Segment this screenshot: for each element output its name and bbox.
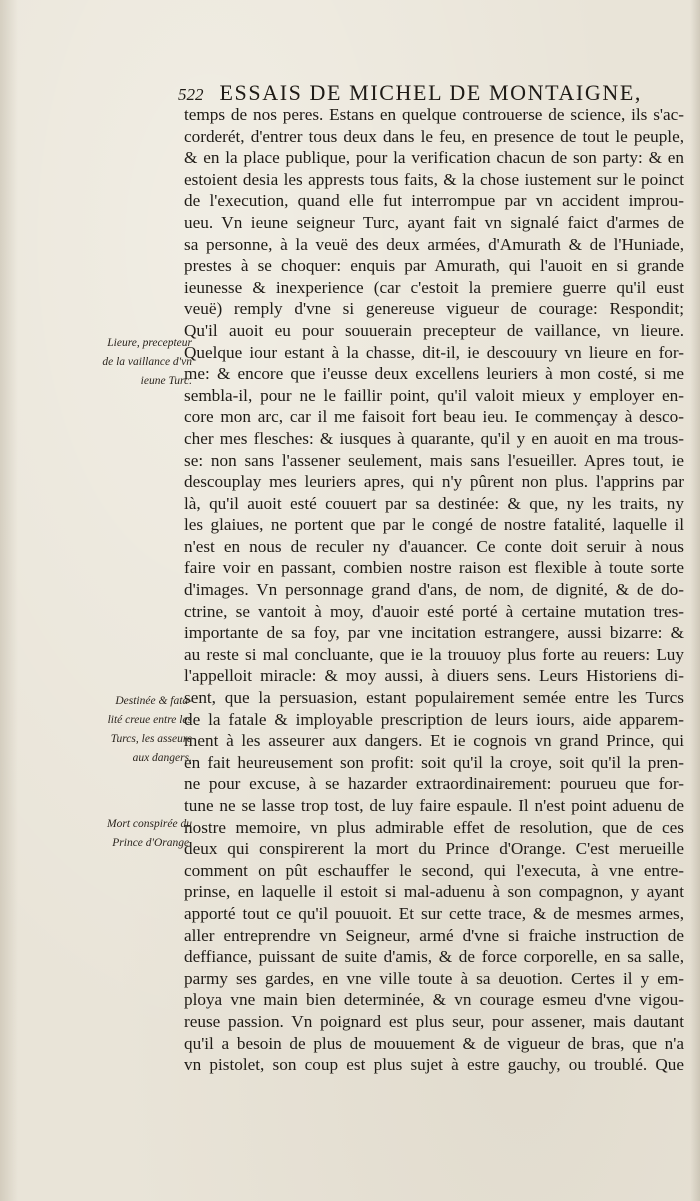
text-line: de la fatale & imployable prescription de leurs iours, aide apparem- bbox=[184, 709, 684, 729]
margin-note-destinee bbox=[70, 692, 192, 768]
text-line: ploya vne main bien determinée, & vn courage esmeu d'vne vigou- bbox=[184, 990, 684, 1010]
text-line: vn pistolet, son coup est plus sujet à estre gauchy, ou troublé. Que bbox=[184, 1055, 684, 1075]
margin-note-line: lité creue entre les bbox=[107, 714, 192, 726]
margin-note-line: ieune Turc. bbox=[140, 375, 192, 387]
text-line: importante de sa foy, par vne incitation estrangere, aussi bizarre: & bbox=[184, 623, 684, 643]
text-line: sent, que la persuasion, estant populairement semée entre les Turcs bbox=[184, 688, 684, 708]
page-edge bbox=[690, 0, 700, 1201]
text-line: les glaiues, ne portent que par le congé de nostre fatalité, laquelle il bbox=[184, 515, 684, 535]
text-line: ieunesse & inexperience (car c'estoit la premiere guerre qu'il eust bbox=[184, 277, 684, 297]
text-line: ctrine, se vantoit à moy, d'auoir esté porté à certaine mutation tres- bbox=[184, 601, 684, 621]
text-line: aller entreprendre vn Seigneur, armé d'vne si fraiche instruction de bbox=[184, 925, 684, 945]
text-line: corderét, d'entrer tous deux dans le feu, en presence de tout le peuple, bbox=[184, 126, 684, 146]
page-header bbox=[178, 80, 678, 106]
margin-note-line: Lieure, precepteur bbox=[107, 337, 192, 349]
text-line: me: & encore que i'eusse deux excellens leuriers à mon costé, si me bbox=[184, 364, 684, 384]
text-line: deffiance, puissant de suite d'amis, & de force corporelle, en sa salle, bbox=[184, 947, 684, 967]
margin-note-lieure bbox=[70, 334, 192, 391]
text-line: d'images. Vn personnage grand d'ans, de nom, de dignité, & de do- bbox=[184, 580, 684, 600]
text-line: prinse, en laquelle il estoit si mal-aduenu à son compagnon, y ayant bbox=[184, 882, 684, 902]
text-line: cher mes flesches: & iusques à quarante, qu'il y en auoit en ma trous- bbox=[184, 428, 684, 448]
text-line: faire voir en passant, combien nostre raison est flexible à toute sorte bbox=[184, 558, 684, 578]
text-line: de l'execution, quand elle fut interrompue par vn accident improu- bbox=[184, 191, 684, 211]
gutter-shadow bbox=[0, 0, 18, 1201]
margin-note-line: Destinée & fata- bbox=[115, 695, 192, 707]
text-line: l'appelloit miracle: & moy aussi, à diuers sens. Leurs Historiens di- bbox=[184, 666, 684, 686]
text-line: Quelque iour estant à la chasse, dit-il, ie descouury vn lieure en for- bbox=[184, 342, 684, 362]
text-line: prestes à se choquer: enquis par Amurath, qui l'auoit en si grande bbox=[184, 256, 684, 276]
text-line: apporté tout ce qu'il pouuoit. Et sur cette trace, & de mesmes armes, bbox=[184, 903, 684, 923]
margin-note-line: Prince d'Orange. bbox=[112, 837, 192, 849]
text-line: deux qui conspirerent la mort du Prince d'Orange. C'est merueille bbox=[184, 839, 684, 859]
text-line: & en la place publique, pour la verification chacun de son party: & en bbox=[184, 148, 684, 168]
text-line: reuse passion. Vn poignard est plus seur, pour assener, mais dautant bbox=[184, 1011, 684, 1031]
page-number: 522 bbox=[178, 85, 204, 104]
text-line: là, qu'il auoit esté couuert par sa destinée: & que, ny les traits, ny bbox=[184, 493, 684, 513]
margin-note-line: de la vaillance d'vn bbox=[102, 356, 192, 368]
text-line: parmy ses gardes, en vne ville toute à sa deuotion. Certes il y em- bbox=[184, 968, 684, 988]
text-line: nostre memoire, vn plus admirable effet de resolution, que de ces bbox=[184, 817, 684, 837]
text-line: tune ne se lasse trop tost, de luy faire espaule. Il n'est point aduenu de bbox=[184, 796, 684, 815]
text-line: ne pour excuse, à se hazarder extraordinairement: pourueu que for- bbox=[184, 774, 684, 794]
body-text bbox=[184, 104, 684, 1076]
text-line: ment à les asseurer aux dangers. Et ie cognois vn grand Prince, qui bbox=[184, 731, 684, 751]
text-line: veuë) remply d'vne si genereuse vigueur de courage: Respondit; bbox=[184, 299, 684, 319]
margin-note-line: Turcs, les asseure bbox=[110, 733, 192, 745]
margin-note-orange bbox=[70, 815, 192, 853]
text-line: en fait heureusement son profit: soit qu'il la croye, soit qu'il la pren- bbox=[184, 752, 684, 772]
margin-note-line: Mort conspirée du bbox=[107, 818, 192, 830]
text-line: core mon arc, car il me faisoit fort beau ieu. Ie commençay à desco- bbox=[184, 407, 684, 427]
text-line: descouplay mes leuriers apres, qui n'y pûrent non plus. l'apprins par bbox=[184, 472, 684, 492]
text-line: sembla-il, pour ne le faillir point, qu'il valoit mieux y employer en- bbox=[184, 385, 684, 405]
text-line: ueu. Vn ieune seigneur Turc, ayant fait vn signalé faict d'armes de bbox=[184, 212, 684, 232]
text-line: Qu'il auoit eu pour souuerain precepteur de vaillance, vn lieure. bbox=[184, 320, 684, 340]
text-line: se: non sans l'assener seulement, mais sans l'esueiller. Apres tout, ie bbox=[184, 450, 684, 470]
text-line: temps de nos peres. Estans en quelque controuerse de science, ils s'ac- bbox=[184, 105, 684, 124]
text-line: sa personne, à la veuë des deux armées, d'Amurath & de l'Huniade, bbox=[184, 234, 684, 254]
text-line: n'est en nous de reculer ny d'auancer. Ce conte doit seruir à nous bbox=[184, 536, 684, 556]
margin-note-line: aux dangers. bbox=[132, 752, 192, 764]
text-line: comment on pût eschauffer le second, qui l'executa, à vne entre- bbox=[184, 860, 684, 880]
text-line: au reste si mal concluante, que ie la trouuoy plus forte au reuers: Luy bbox=[184, 644, 684, 664]
text-line: estoient desia les apprests tous faits, & la chose iustement sur le poinct bbox=[184, 169, 684, 189]
running-title: ESSAIS DE MICHEL DE MONTAIGNE, bbox=[219, 80, 642, 105]
text-line: qu'il a besoin de plus de mouuement & de vigueur de bras, que n'a bbox=[184, 1033, 684, 1053]
